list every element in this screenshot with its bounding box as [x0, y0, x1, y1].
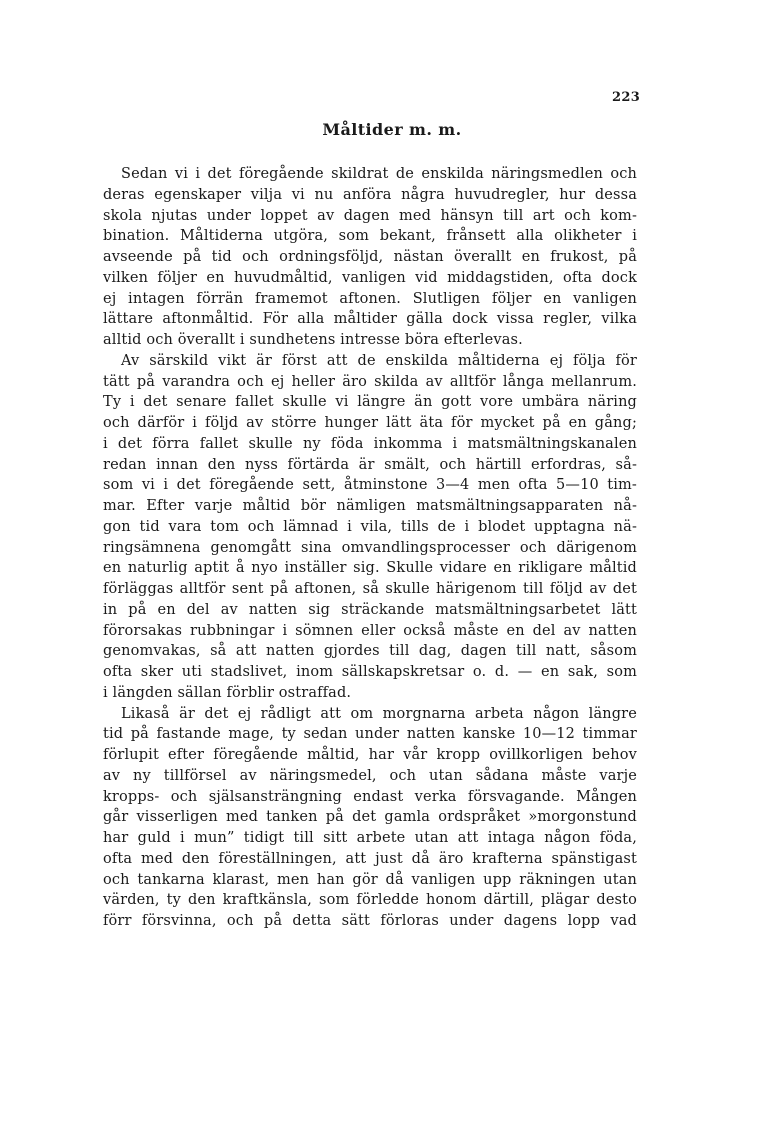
text-line: värden, ty den kraftkänsla, som förledde honom därtill, plägar desto [103, 892, 637, 909]
text-line: Sedan vi i det föregående skildrat de enskilda näringsmedlen och [121, 166, 637, 182]
text-line: en naturlig aptit å nyo inställer sig. Skulle vidare en rikligare måltid [103, 560, 637, 577]
text-line: ofta med den föreställningen, att just då äro krafterna spänstigast [103, 850, 637, 867]
text-line: och tankarna klarast, men han gör då vanligen upp räkningen utan [103, 871, 637, 888]
text-line: tätt på varandra och ej heller äro skilda av alltför långa mellanrum. [103, 373, 637, 390]
text-line: genomvakas, så att natten gjordes till dag, dagen till natt, såsom [103, 643, 637, 660]
text-line: går visserligen med tanken på det gamla ordspråket »morgonstund [103, 809, 637, 826]
text-line: alltid och överallt i sundhetens intresse böra efterlevas. [103, 332, 523, 348]
text-line: ringsämnena genomgått sina omvandlingsprocesser och därigenom [103, 539, 637, 556]
text-line: mar. Efter varje måltid bör nämligen matsmältningsapparaten nå- [103, 498, 637, 514]
text-line: Ty i det senare fallet skulle vi längre än gott vore umbära näring [103, 394, 637, 411]
text-line: gon tid vara tom och lämnad i vila, tills de i blodet upptagna nä- [103, 518, 637, 535]
text-line: skola njutas under loppet av dagen med hänsyn till art och kom- [103, 207, 637, 224]
text-line: avseende på tid och ordningsföljd, nästan överallt en frukost, på [103, 249, 637, 265]
page-number: 223 [612, 90, 641, 105]
text-line: och därför i följd av större hunger lätt äta för mycket på en gång; [103, 415, 637, 431]
text-line: in på en del av natten sig sträckande matsmältningsarbetet lätt [103, 601, 637, 618]
text-line: kropps- och själsansträngning endast verka försvagande. Mången [103, 788, 637, 805]
text-line: deras egenskaper vilja vi nu anföra några huvudregler, hur dessa [103, 186, 637, 203]
text-line: förorsakas rubbningar i sömnen eller också måste en del av natten [103, 622, 637, 639]
text-line: redan innan den nyss förtärda är smält, och härtill erfordras, så- [103, 456, 637, 473]
text-line: ofta sker uti stadslivet, inom sällskapskretsar o. d. — en sak, som [103, 664, 637, 680]
body-text [103, 164, 637, 932]
text-line: i längden sällan förblir ostraffad. [103, 684, 352, 701]
text-line: förläggas alltför sent på aftonen, så skulle härigenom till följd av det [103, 581, 637, 597]
text-line: i det förra fallet skulle ny föda inkomma i matsmältningskanalen [103, 435, 637, 452]
text-line: tid på fastande mage, ty sedan under natten kanske 10—12 timmar [103, 726, 637, 743]
text-line: förr försvinna, och på detta sätt förloras under dagens lopp vad [103, 913, 637, 929]
text-line: vilken följer en huvudmåltid, vanligen vid middagstiden, ofta dock [103, 269, 637, 286]
page-heading: Måltider m. m. [322, 120, 462, 139]
text-line: som vi i det föregående sett, åtminstone 3—4 men ofta 5—10 tim- [103, 477, 637, 494]
text-line: förlupit efter föregående måltid, har vår kropp ovillkorligen behov [103, 747, 637, 763]
text-line: bination. Måltiderna utgöra, som bekant, frånsett alla olikheter i [103, 228, 637, 245]
text-line: ej intagen förrän framemot aftonen. Slutligen följer en vanligen [103, 290, 637, 307]
text-line: har guld i mun” tidigt till sitt arbete utan att intaga någon föda, [103, 830, 637, 846]
text-line: lättare aftonmåltid. För alla måltider gälla dock vissa regler, vilka [103, 311, 637, 328]
text-line: Av särskild vikt är först att de enskilda måltiderna ej följa för [121, 352, 637, 369]
text-line: Likaså är det ej rådligt att om morgnarna arbeta någon längre [121, 705, 637, 722]
text-line: av ny tillförsel av näringsmedel, och utan sådana måste varje [103, 767, 637, 784]
